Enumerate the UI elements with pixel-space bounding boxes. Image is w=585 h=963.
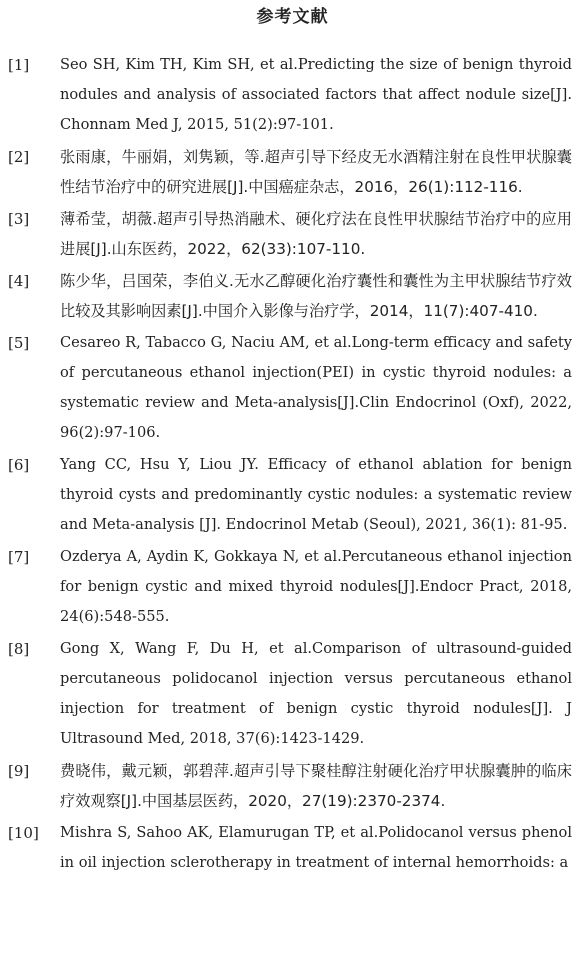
reference-item	[0, 542, 585, 632]
reference-item	[0, 818, 585, 878]
reference-text: Cesareo R, Tabacco G, Naciu AM, et al.Long-term efficacy and safety of percutaneous ethanol injection(PEI) in cystic thyroid nodules: a systematic review and Meta-analysis[J].Clin Endocrinol (Oxf), 2022, 96(2):97-106.	[60, 334, 572, 441]
reference-number: [6]	[8, 456, 30, 474]
page-title: 参考文献	[256, 7, 329, 27]
reference-number: [5]	[8, 334, 30, 352]
reference-item	[0, 450, 585, 540]
reference-number: [2]	[8, 148, 30, 166]
reference-text: Gong X, Wang F, Du H, et al.Comparison of ultrasound-guided percutaneous polidocanol injection versus percutaneous ethanol injection for treatment of benign cystic thyroid nodules[J]. J Ultrasound Med, 2018, 37(6):1423-1429.	[60, 640, 572, 747]
reference-number: [9]	[8, 762, 30, 780]
reference-item	[0, 328, 585, 448]
reference-item	[0, 142, 585, 202]
reference-text: Yang CC, Hsu Y, Liou JY. Efficacy of ethanol ablation for benign thyroid cysts and predominantly cystic nodules: a systematic review and Meta-analysis [J]. Endocrinol Metab (Seoul), 2021, 36(1): 81-95.	[60, 456, 572, 533]
reference-number: [10]	[8, 824, 39, 842]
reference-item	[0, 634, 585, 754]
reference-item	[0, 756, 585, 816]
reference-number: [8]	[8, 640, 30, 658]
reference-text: 陈少华，吕国荣，李伯义.无水乙醇硬化治疗囊性和囊性为主甲状腺结节疗效比较及其影响因素[J].中国介入影像与治疗学，2014，11(7):407-410.	[60, 272, 572, 320]
reference-number: [1]	[8, 56, 30, 74]
reference-text: 薄希莹，胡薇.超声引导热消融术、硬化疗法在良性甲状腺结节治疗中的应用进展[J].山东医药，2022，62(33):107-110.	[60, 210, 572, 258]
reference-item	[0, 266, 585, 326]
reference-number: [3]	[8, 210, 30, 228]
reference-item	[0, 50, 585, 140]
reference-item	[0, 204, 585, 264]
reference-text: 张雨康，牛丽娟，刘隽颖，等.超声引导下经皮无水酒精注射在良性甲状腺囊性结节治疗中的研究进展[J].中国癌症杂志，2016，26(1):112-116.	[60, 148, 572, 196]
reference-list	[0, 50, 585, 878]
reference-text: Seo SH, Kim TH, Kim SH, et al.Predicting the size of benign thyroid nodules and analysis of associated factors that affect nodule size[J]. Chonnam Med J, 2015, 51(2):97-101.	[60, 56, 572, 133]
reference-number: [7]	[8, 548, 30, 566]
reference-text: 费晓伟，戴元颖，郭碧萍.超声引导下聚桂醇注射硬化治疗甲状腺囊肿的临床疗效观察[J].中国基层医药，2020，27(19):2370-2374.	[60, 762, 572, 810]
reference-number: [4]	[8, 272, 30, 290]
reference-text: Ozderya A, Aydin K, Gokkaya N, et al.Percutaneous ethanol injection for benign cystic and mixed thyroid nodules[J].Endocr Pract, 2018, 24(6):548-555.	[60, 548, 572, 625]
reference-text: Mishra S, Sahoo AK, Elamurugan TP, et al.Polidocanol versus phenol in oil injection sclerotherapy in treatment of internal hemorrhoids: a	[60, 824, 572, 871]
